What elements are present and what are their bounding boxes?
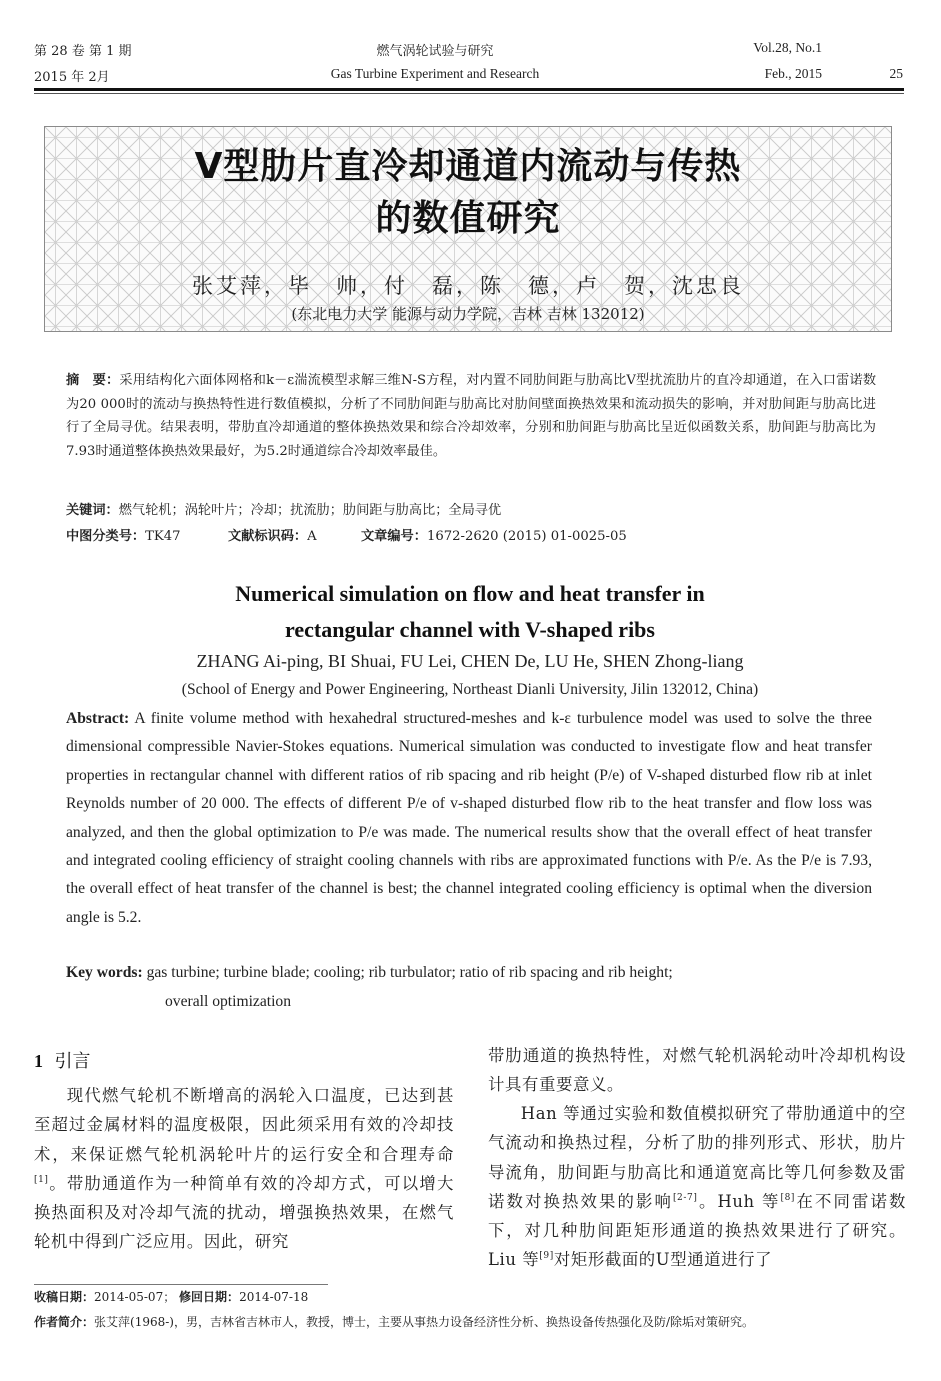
header-volume-zh: 第 28 卷 第 1 期 bbox=[34, 44, 132, 59]
title-zh-line2: 的数值研究 bbox=[375, 198, 561, 239]
received-label: 收稿日期： bbox=[34, 1290, 95, 1304]
section-number: 1 bbox=[34, 1051, 43, 1071]
revised-date: 2014-07-18 bbox=[239, 1290, 309, 1304]
affiliation-zh: (东北电力大学 能源与动力学院，吉林 吉林 132012) bbox=[291, 305, 645, 323]
received-date: 2014-05-07； bbox=[94, 1290, 176, 1304]
right-col-text-d: 对矩形截面的U型通道进行了 bbox=[553, 1250, 773, 1270]
right-col-text-a: Han 等通过实验和数值模拟研究了带肋通道中的空气流动和换热过程，分析了肋的排列形式、形状，肋片导流角，肋间距与肋高比和通道宽高比等几何参数及雷诺数对换热效果的影响 bbox=[488, 1104, 906, 1211]
clc-value: TK47 bbox=[145, 529, 181, 544]
en-keywords-line1: gas turbine; turbine blade; cooling; rib turbulator; ratio of rib spacing and rib height; bbox=[146, 964, 673, 981]
left-col-text-a: 现代燃气轮机不断增高的涡轮入口温度，已达到甚至超过金属材料的温度极限，因此须采用有效的冷却技术，来保证燃气轮机涡轮叶片的运行安全和合理寿命 bbox=[34, 1086, 454, 1164]
article-no-row bbox=[361, 525, 627, 544]
doc-code-row bbox=[228, 525, 317, 544]
header-date-en: Feb., 2015 bbox=[764, 66, 822, 81]
cn-classification-row bbox=[66, 525, 181, 544]
en-abstract-label: Abstract: bbox=[66, 710, 130, 727]
header-journal-en: Gas Turbine Experiment and Research bbox=[330, 66, 540, 81]
affiliation-en: (School of Energy and Power Engineering, Northeast Dianli University, Jilin 132012, China) bbox=[181, 681, 759, 698]
doc-code-label: 文献标识码： bbox=[228, 529, 308, 544]
footnote-rule bbox=[34, 1284, 328, 1285]
section-title: 引言 bbox=[54, 1051, 91, 1072]
authors-en: ZHANG Ai-ping, BI Shuai, FU Lei, CHEN De, LU He, SHEN Zhong-liang bbox=[196, 651, 744, 671]
en-keywords-label: Key words: bbox=[66, 964, 143, 981]
article-no-value: 1672-2620 (2015) 01-0025-05 bbox=[426, 529, 627, 544]
footnote-author bbox=[34, 1313, 754, 1330]
left-col-text-b: 。带肋通道作为一种简单有效的冷却方式，可以增大换热面积及对冷却气流的扰动，增强换热效果，在燃气轮机中得到广泛应用。因此，研究 bbox=[34, 1173, 454, 1252]
cn-keywords-label: 关键词： bbox=[66, 503, 119, 518]
header-volume-en: Vol.28, No.1 bbox=[753, 40, 822, 55]
en-abstract bbox=[66, 705, 872, 932]
en-keywords-line2: overall optimization bbox=[165, 993, 292, 1010]
title-en-line1: Numerical simulation on flow and heat transfer in bbox=[235, 581, 705, 606]
right-col-text-c: 在不同雷诺数下，对几种肋间距矩形通道的换热效果进行了研究。Liu 等 bbox=[488, 1191, 906, 1270]
citation-ref[interactable]: [8] bbox=[780, 1192, 796, 1203]
header-date-zh: 2015 年 2月 bbox=[34, 70, 110, 85]
citation-ref[interactable]: [1] bbox=[34, 1174, 49, 1185]
cn-abstract-text: 采用结构化六面体网格和k－ε湍流模型求解三维N-S方程，对内置不同肋间距与肋高比V型扰流肋片的直冷却通道，在入口雷诺数为20 000时的流动与换热特性进行数值模拟，分析了不同肋间距与肋高比对肋间壁面换热效果和流动损失的影响，并对肋间距与肋高比进行了全局寻优。结果表明，带肋直冷却通道的整体换热效果和综合冷却效率，分别和肋间距与肋高比呈近似函数关系，肋间距与肋高比为7.93时通道整体换热效果最好，为5.2时通道综合冷却效率最佳。 bbox=[66, 373, 877, 459]
revised-label: 修回日期： bbox=[179, 1290, 240, 1304]
citation-ref[interactable]: [9] bbox=[539, 1251, 554, 1262]
author-info-label: 作者简介： bbox=[34, 1315, 95, 1329]
header-journal-zh: 燃气涡轮试验与研究 bbox=[376, 44, 494, 59]
cn-keywords-text: 燃气轮机；涡轮叶片；冷却；扰流肋；肋间距与肋高比；全局寻优 bbox=[118, 503, 502, 518]
header-rule-thick bbox=[34, 88, 904, 91]
cn-abstract-label: 摘 要： bbox=[66, 373, 120, 388]
title-zh-line1: V型肋片直冷却通道内流动与传热 bbox=[194, 146, 742, 187]
doc-code-value: A bbox=[307, 529, 317, 544]
left-column-paragraph bbox=[34, 1081, 454, 1257]
clc-label: 中图分类号： bbox=[66, 529, 146, 544]
title-en-line2: rectangular channel with V-shaped ribs bbox=[285, 617, 655, 642]
citation-ref[interactable]: [2-7] bbox=[672, 1192, 698, 1203]
section-heading bbox=[34, 1047, 90, 1073]
right-column-paragraph-2 bbox=[488, 1099, 906, 1275]
author-info-text: 张艾萍(1968-)，男，吉林省吉林市人，教授，博士，主要从事热力设备经济性分析、换热设备传热强化及防/除垢对策研究。 bbox=[94, 1315, 755, 1329]
article-no-label: 文章编号： bbox=[361, 529, 427, 544]
en-abstract-text: A finite volume method with hexahedral structured-meshes and k-ε turbulence model was used to solve the three dimensional compressible Navier-Stokes equations. Numerical simulation was conducted to investigate flow and heat transfer properties in rectangular channel with different ratios of rib spacing and rib height (P/e) of V-shaped disturbed flow rib at inlet Reynolds number of 20 000. The effects of different P/e of v-shaped disturbed flow rib to the heat transfer and flow loss was analyzed, and then the global optimization to P/e was made. The numerical results show that the overall effect of heat transfer and integrated cooling efficiency of straight cooling channels with ribs are approximated functions with P/e. As the P/e is 7.93, the overall effect of heat transfer of the channel is best; the channel integrated cooling efficiency is optimal when the diversion angle is 5.2. bbox=[66, 710, 872, 926]
right-column-paragraph-1: 带肋通道的换热特性，对燃气轮机涡轮动叶冷却机构设计具有重要意义。 bbox=[488, 1046, 906, 1095]
right-col-text-b: 。Huh 等 bbox=[697, 1191, 781, 1211]
cn-abstract bbox=[66, 369, 876, 463]
page-number: 25 bbox=[889, 66, 903, 81]
authors-zh: 张艾萍，毕 帅，付 磊，陈 德，卢 贺，沈忠良 bbox=[192, 274, 744, 298]
footnote-dates bbox=[34, 1288, 308, 1305]
cn-keywords bbox=[66, 499, 501, 518]
en-keywords-row bbox=[66, 964, 673, 982]
header-rule-thin bbox=[34, 93, 904, 94]
